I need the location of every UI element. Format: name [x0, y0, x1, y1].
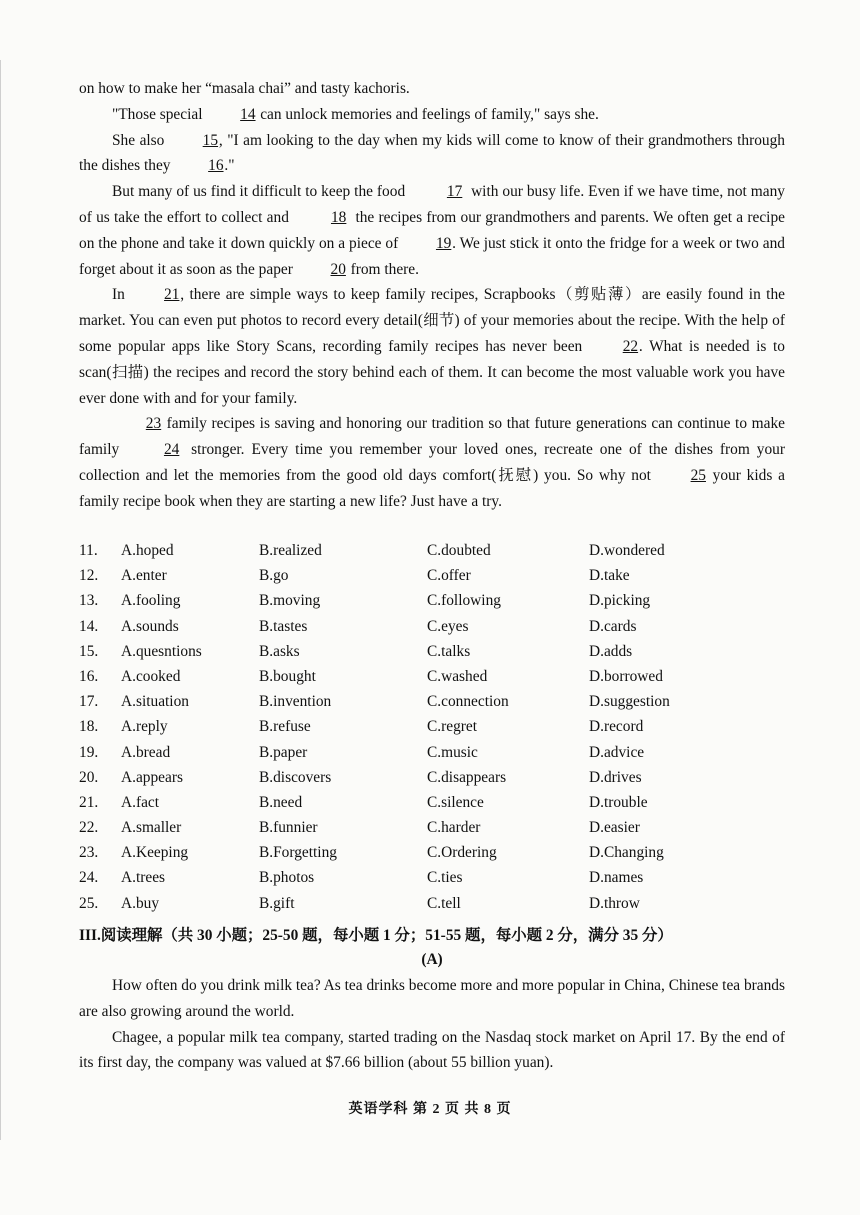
option-d: D.cards: [589, 617, 637, 635]
option-d: D.suggestion: [589, 693, 670, 711]
blank-22: 22: [622, 337, 639, 355]
question-number: 12.: [79, 567, 99, 585]
option-row: [79, 790, 789, 815]
option-a: A.bread: [121, 743, 171, 761]
option-row: [79, 891, 789, 916]
option-b: B.photos: [259, 869, 315, 887]
option-c: C.ties: [427, 869, 463, 887]
option-c: C.disappears: [427, 768, 507, 786]
option-a: A.Keeping: [121, 844, 189, 862]
option-d: D.take: [589, 567, 630, 585]
option-row: [79, 639, 789, 664]
passage-label: (A): [421, 951, 443, 968]
question-number: 13.: [79, 592, 99, 610]
question-number: 16.: [79, 667, 99, 685]
question-number: 20.: [79, 768, 99, 786]
option-c: C.doubted: [427, 542, 491, 559]
option-a: A.fooling: [121, 592, 181, 610]
option-b: B.tastes: [259, 617, 308, 635]
question-number: 23.: [79, 844, 99, 862]
option-row: [79, 840, 789, 865]
option-b: B.asks: [259, 642, 300, 660]
option-b: B.need: [259, 793, 303, 811]
question-number: 15.: [79, 642, 99, 660]
option-b: B.moving: [259, 592, 321, 610]
option-a: A.appears: [121, 768, 183, 786]
option-a: A.reply: [121, 718, 168, 736]
question-number: 22.: [79, 819, 99, 837]
option-c: C.regret: [427, 718, 477, 736]
option-c: C.silence: [427, 793, 484, 811]
option-c: C.connection: [427, 693, 509, 711]
option-row: [79, 765, 789, 790]
option-d: D.record: [589, 718, 644, 736]
option-c: C.following: [427, 592, 501, 610]
blank-15: 15: [202, 131, 219, 149]
option-b: B.bought: [259, 667, 316, 685]
blank-23: 23: [145, 415, 162, 433]
blank-16: 16: [208, 157, 224, 175]
option-row: [79, 815, 789, 840]
option-c: C.washed: [427, 667, 488, 685]
option-d: D.drives: [589, 768, 642, 786]
option-d: D.names: [589, 869, 644, 887]
option-row: [79, 614, 789, 639]
option-d: D.throw: [589, 894, 640, 912]
option-a: A.smaller: [121, 819, 182, 837]
option-row: [79, 714, 789, 739]
option-a: A.hoped: [121, 542, 174, 559]
option-b: B.gift: [259, 894, 295, 912]
question-number: 19.: [79, 743, 99, 761]
option-a: A.cooked: [121, 667, 181, 685]
option-a: A.situation: [121, 693, 189, 711]
blank-18: 18: [330, 208, 347, 226]
option-d: D.trouble: [589, 793, 648, 811]
option-row: [79, 689, 789, 714]
option-c: C.tell: [427, 894, 461, 912]
option-a: A.quesntions: [121, 642, 202, 660]
blank-21: 21: [164, 286, 180, 304]
paragraph-1: on how to make her “masala chai” and tasty kachoris.: [79, 80, 410, 97]
option-d: D.easier: [589, 819, 640, 837]
question-number: 21.: [79, 793, 99, 811]
option-d: D.borrowed: [589, 667, 663, 685]
option-d: D.Changing: [589, 844, 664, 862]
cloze-passage: [79, 76, 785, 515]
question-number: 18.: [79, 718, 99, 736]
option-c: C.Ordering: [427, 844, 497, 862]
question-number: 14.: [79, 617, 99, 635]
option-b: B.invention: [259, 693, 332, 711]
option-d: D.picking: [589, 592, 651, 610]
option-a: A.trees: [121, 869, 166, 887]
option-d: D.adds: [589, 642, 633, 660]
paragraph-2: "Those special 14 can unlock memories and feelings of family," says she.: [79, 102, 785, 128]
option-a: A.sounds: [121, 617, 179, 635]
option-d: D.advice: [589, 743, 645, 761]
option-row: [79, 865, 789, 890]
question-number: 11.: [79, 542, 98, 559]
option-row: [79, 664, 789, 689]
paragraph-5: In 21, there are simple ways to keep family recipes, Scrapbooks（剪贴薄）are easily found in the market. You can even put photos to record every detail(细节) of your memories about the recipe. With the help of some popular apps like Story Scans, recording family recipes has never been 22. What is needed is to scan(扫描) the recipes and record the story behind each of them. It can become the most valuable work you have ever done with and for your family.: [79, 282, 785, 411]
option-row: [79, 563, 789, 588]
question-number: 17.: [79, 693, 99, 711]
option-row: [79, 588, 789, 613]
reading-passage-a: [79, 973, 785, 1076]
blank-20: 20: [330, 260, 346, 278]
option-a: A.enter: [121, 567, 167, 585]
paragraph-6: 23 family recipes is saving and honoring our tradition so that future generations can continue to make family 24 stronger. Every time you remember your loved ones, recreate one of the dishes from your collection and let the memories from the good old days comfort(抚慰) you. So why not 25 your kids a family recipe book when they are starting a new life? Just have a try.: [79, 411, 785, 514]
paragraph-3: She also 15, "I am looking to the day when my kids will come to know of their grandmothers through the dishes they 16.": [79, 128, 785, 180]
reading-paragraph-2: Chagee, a popular milk tea company, started trading on the Nasdaq stock market on April 17. By the end of its first day, the company was valued at $7.66 billion (about 55 billion yuan).: [79, 1028, 785, 1072]
answer-options: [79, 538, 789, 916]
option-c: C.music: [427, 743, 478, 761]
blank-17: 17: [446, 183, 463, 201]
option-b: B.Forgetting: [259, 844, 337, 862]
option-c: C.harder: [427, 819, 481, 837]
blank-24: 24: [163, 441, 180, 459]
option-row: [79, 538, 789, 563]
option-b: B.go: [259, 567, 289, 585]
option-d: D.wondered: [589, 542, 665, 559]
question-number: 24.: [79, 869, 99, 887]
option-c: C.offer: [427, 567, 471, 585]
section-heading: III.阅读理解（共 30 小题；25-50 题，每小题 1 分；51-55 题，每小题 2 分，满分 35 分）: [79, 927, 673, 944]
blank-25: 25: [690, 466, 706, 484]
option-a: A.fact: [121, 793, 160, 811]
reading-paragraph-1: How often do you drink milk tea? As tea drinks become more and more popular in China, Chinese tea brands are also growing around the world.: [79, 977, 785, 1020]
option-c: C.talks: [427, 642, 471, 660]
option-b: B.paper: [259, 743, 308, 761]
page-footer: 英语学科 第 2 页 共 8 页: [348, 1102, 512, 1117]
paragraph-4: But many of us find it difficult to keep the food 17 with our busy life. Even if we have time, not many of us take the effort to collect and 18 the recipes from our grandmothers and parents. We often get a recipe on the phone and take it down quickly on a piece of 19. We just stick it onto the fridge for a week or two and forget about it as soon as the paper 20 from there.: [79, 179, 785, 282]
option-b: B.refuse: [259, 718, 311, 736]
option-row: [79, 740, 789, 765]
option-b: B.realized: [259, 542, 322, 559]
question-number: 25.: [79, 894, 99, 912]
option-c: C.eyes: [427, 617, 469, 635]
option-a: A.buy: [121, 894, 160, 912]
option-b: B.discovers: [259, 768, 332, 786]
scan-edge: [0, 60, 1, 1140]
option-b: B.funnier: [259, 819, 318, 837]
blank-19: 19: [435, 234, 452, 252]
blank-14: 14: [240, 105, 256, 123]
